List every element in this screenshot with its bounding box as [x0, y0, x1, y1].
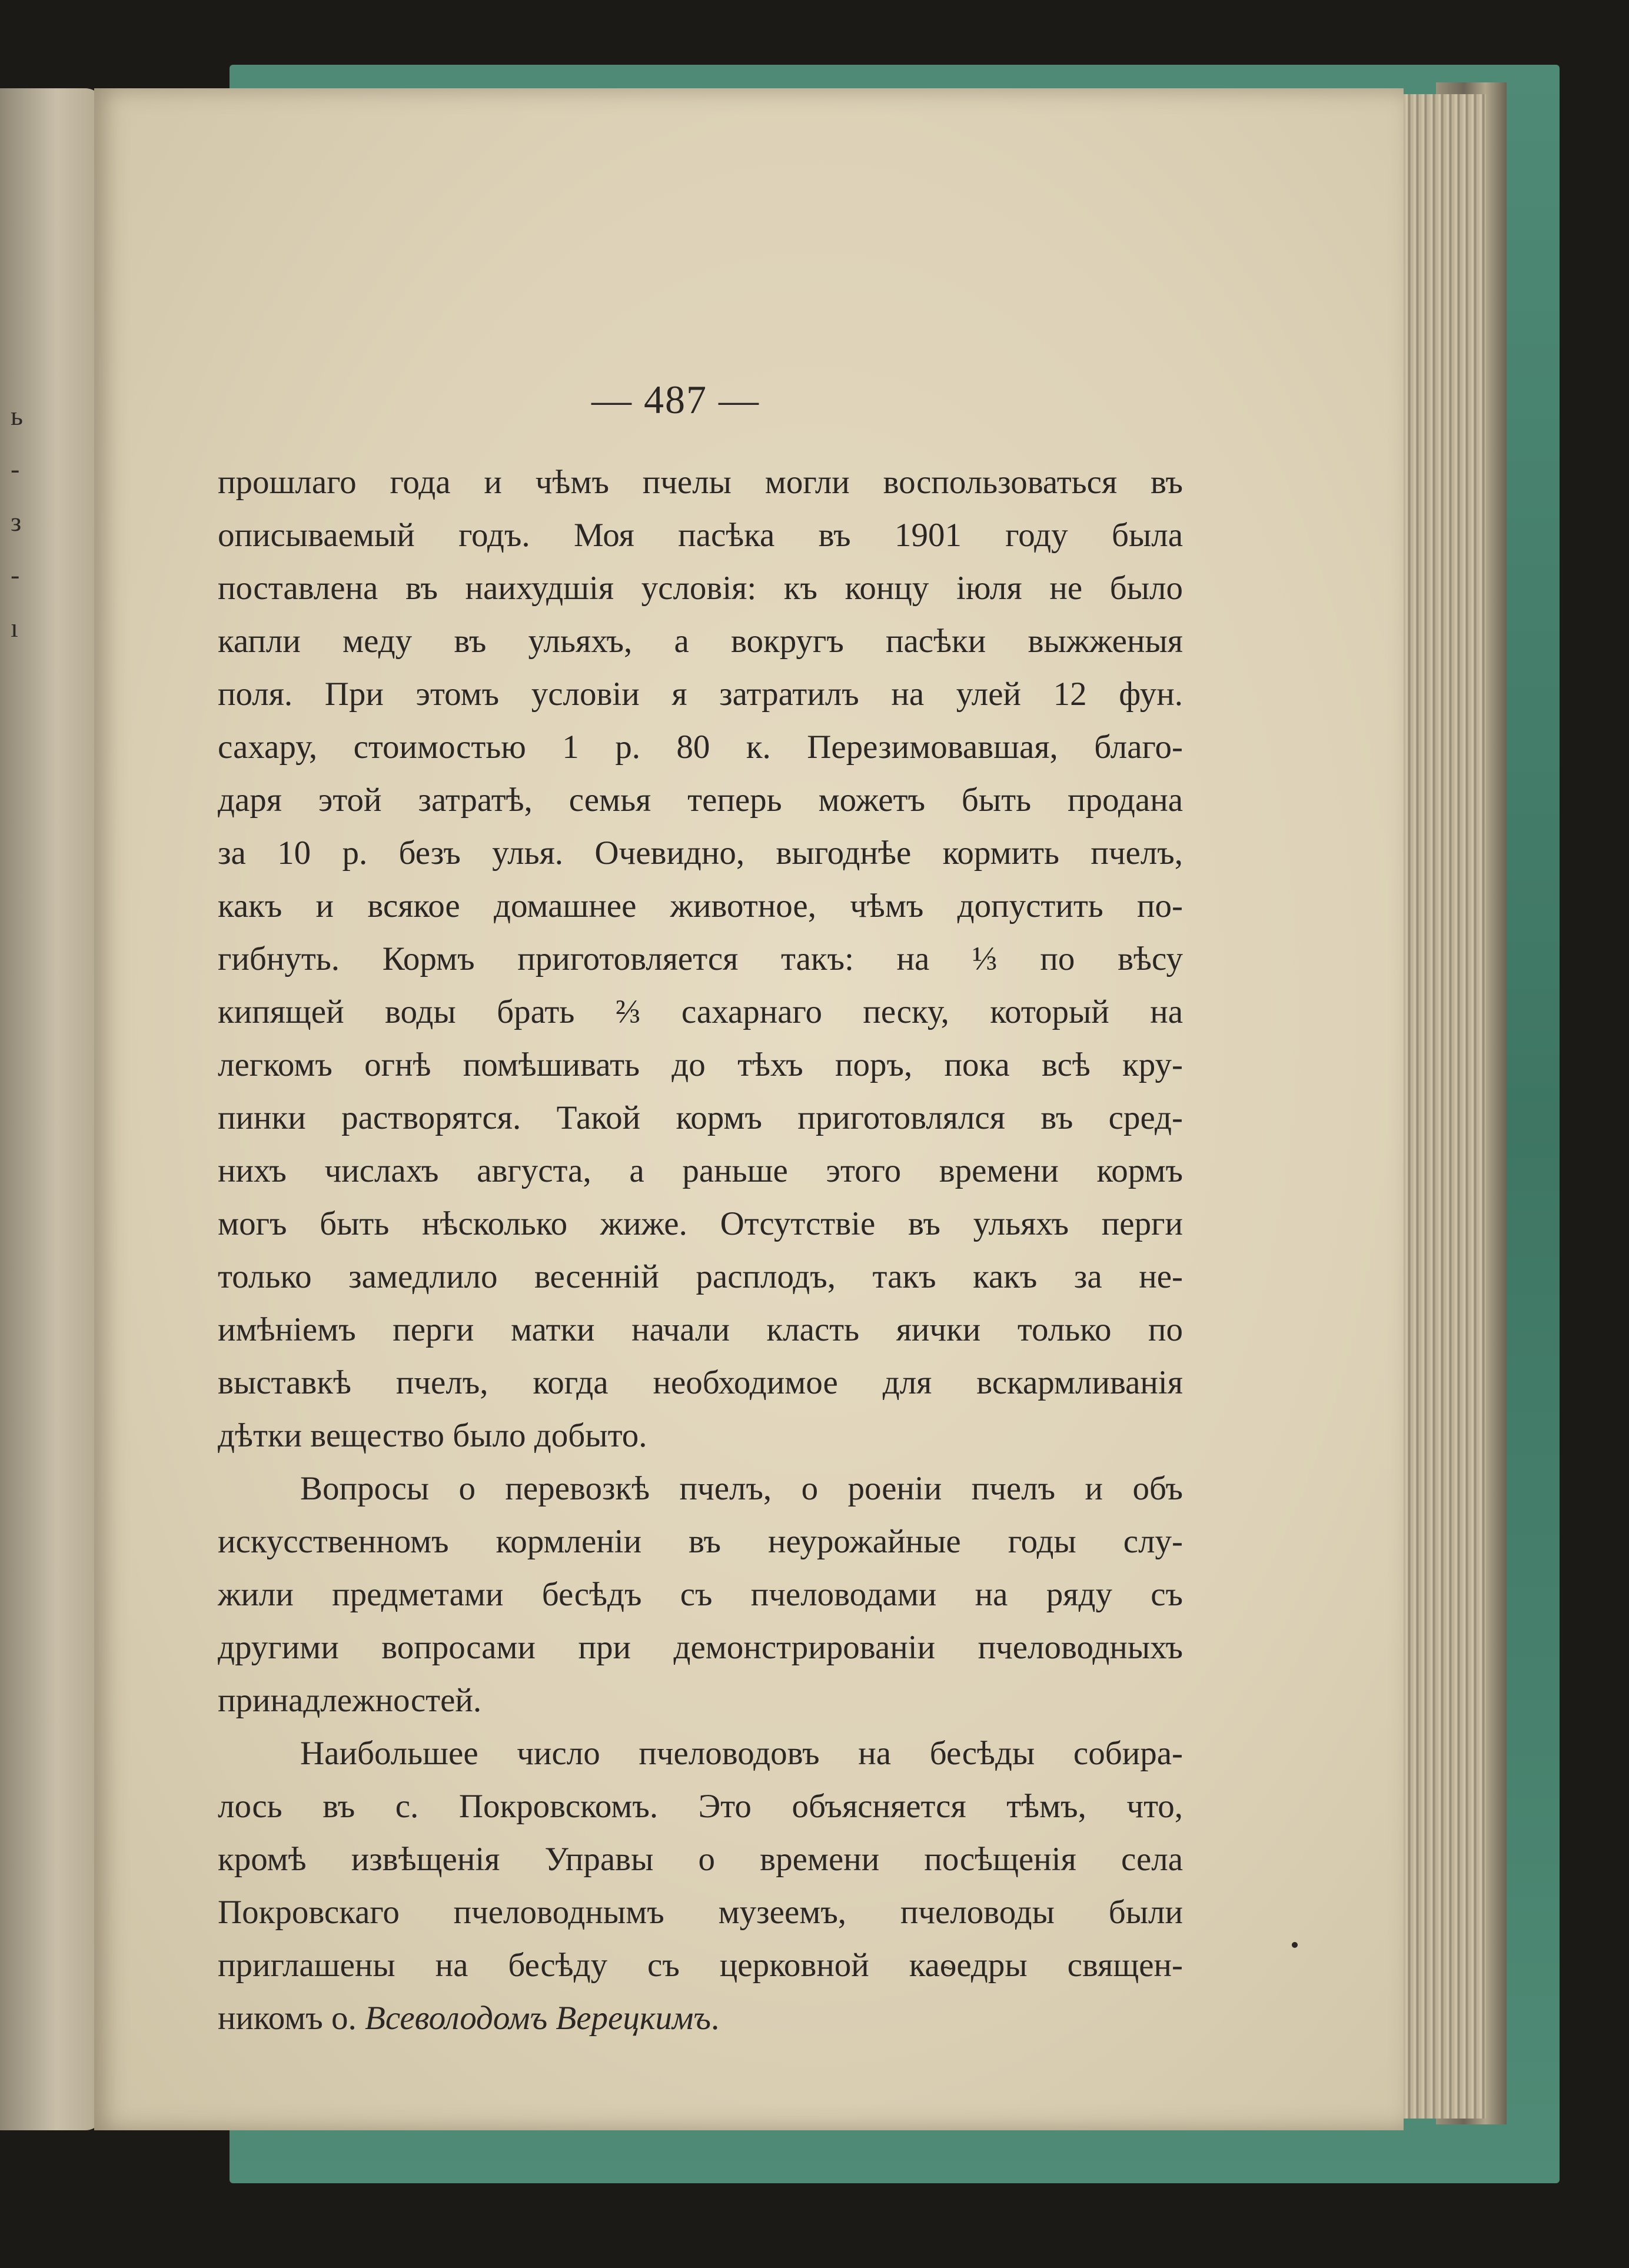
text-line: другими вопросами при демонстрированіи пчеловодныхъ — [218, 1629, 1183, 1666]
left-page-mark: - — [11, 560, 20, 590]
text-line: за 10 р. безъ улья. Очевидно, выгоднѣе кормить пчелъ, — [218, 834, 1183, 872]
page-text — [218, 456, 1183, 2045]
text-line: могъ быть нѣсколько жиже. Отсутствіе въ ульяхъ перги — [218, 1205, 1183, 1242]
previous-page-edge — [0, 88, 103, 2130]
text-line: какъ и всякое домашнее животное, чѣмъ допустить по- — [218, 887, 1183, 925]
text-line: принадлежностей. — [218, 1682, 482, 1719]
text-line: кипящей воды брать ⅔ сахарнаго песку, который на — [218, 993, 1183, 1030]
text-line: Вопросы о перевозкѣ пчелъ, о роеніи пчелъ и объ — [300, 1470, 1183, 1507]
text-line: даря этой затратѣ, семья теперь можетъ быть продана — [218, 782, 1183, 819]
final-line-suffix: . — [710, 2000, 720, 2037]
text-line: приглашены на бесѣду съ церковной каѳедры священ- — [218, 1947, 1183, 1984]
text-line: выставкѣ пчелъ, когда необходимое для вскармливанія — [218, 1364, 1183, 1401]
page-stack-edges — [1404, 94, 1486, 2119]
author-name-italic: Всеволодомъ Верецкимъ — [365, 2000, 711, 2037]
text-line: гибнуть. Кормъ приготовляется такъ: на ⅓ по вѣсу — [218, 940, 1183, 977]
text-line: Наибольшее число пчеловодовъ на бесѣды собира- — [300, 1735, 1183, 1772]
page-number: — 487 — — [591, 377, 760, 422]
ink-dot — [1292, 1942, 1298, 1948]
text-line: поля. При этомъ условіи я затратилъ на улей 12 фун. — [218, 676, 1183, 713]
text-line: дѣтки вещество было добыто. — [218, 1417, 647, 1454]
text-line: легкомъ огнѣ помѣшивать до тѣхъ поръ, пока всѣ кру- — [218, 1046, 1183, 1083]
left-page-mark: ь — [11, 401, 23, 431]
text-line: описываемый годъ. Моя пасѣка въ 1901 году была — [218, 517, 1183, 554]
text-line: сахару, стоимостью 1 р. 80 к. Перезимовавшая, благо- — [218, 729, 1183, 766]
text-line: капли меду въ ульяхъ, а вокругъ пасѣки выжженыя — [218, 623, 1183, 660]
text-line: нихъ числахъ августа, а раньше этого времени кормъ — [218, 1152, 1183, 1189]
text-line: пинки растворятся. Такой кормъ приготовлялся въ сред- — [218, 1099, 1183, 1136]
text-line: Покровскаго пчеловоднымъ музеемъ, пчеловоды были — [218, 1894, 1183, 1931]
text-line: лось въ с. Покровскомъ. Это объясняется тѣмъ, что, — [218, 1788, 1183, 1825]
left-page-mark: з — [11, 507, 22, 537]
text-line: только замедлило весенній расплодъ, такъ какъ за не- — [218, 1258, 1183, 1295]
text-line: поставлена въ наихудшія условія: къ концу іюля не было — [218, 570, 1183, 607]
text-line: искусственномъ кормленіи въ неурожайные годы слу- — [218, 1523, 1183, 1560]
left-page-mark: - — [11, 454, 20, 484]
final-line-prefix: никомъ о. — [218, 2000, 365, 2037]
book-page — [94, 88, 1404, 2130]
text-line: кромѣ извѣщенія Управы о времени посѣщенія села — [218, 1841, 1183, 1878]
text-line-final — [218, 1992, 1183, 2045]
text-line: прошлаго года и чѣмъ пчелы могли воспользоваться въ — [218, 464, 1183, 501]
left-page-mark: ı — [11, 613, 18, 643]
text-line: имѣніемъ перги матки начали класть яички только по — [218, 1311, 1183, 1348]
text-line: жили предметами бесѣдъ съ пчеловодами на ряду съ — [218, 1576, 1183, 1613]
